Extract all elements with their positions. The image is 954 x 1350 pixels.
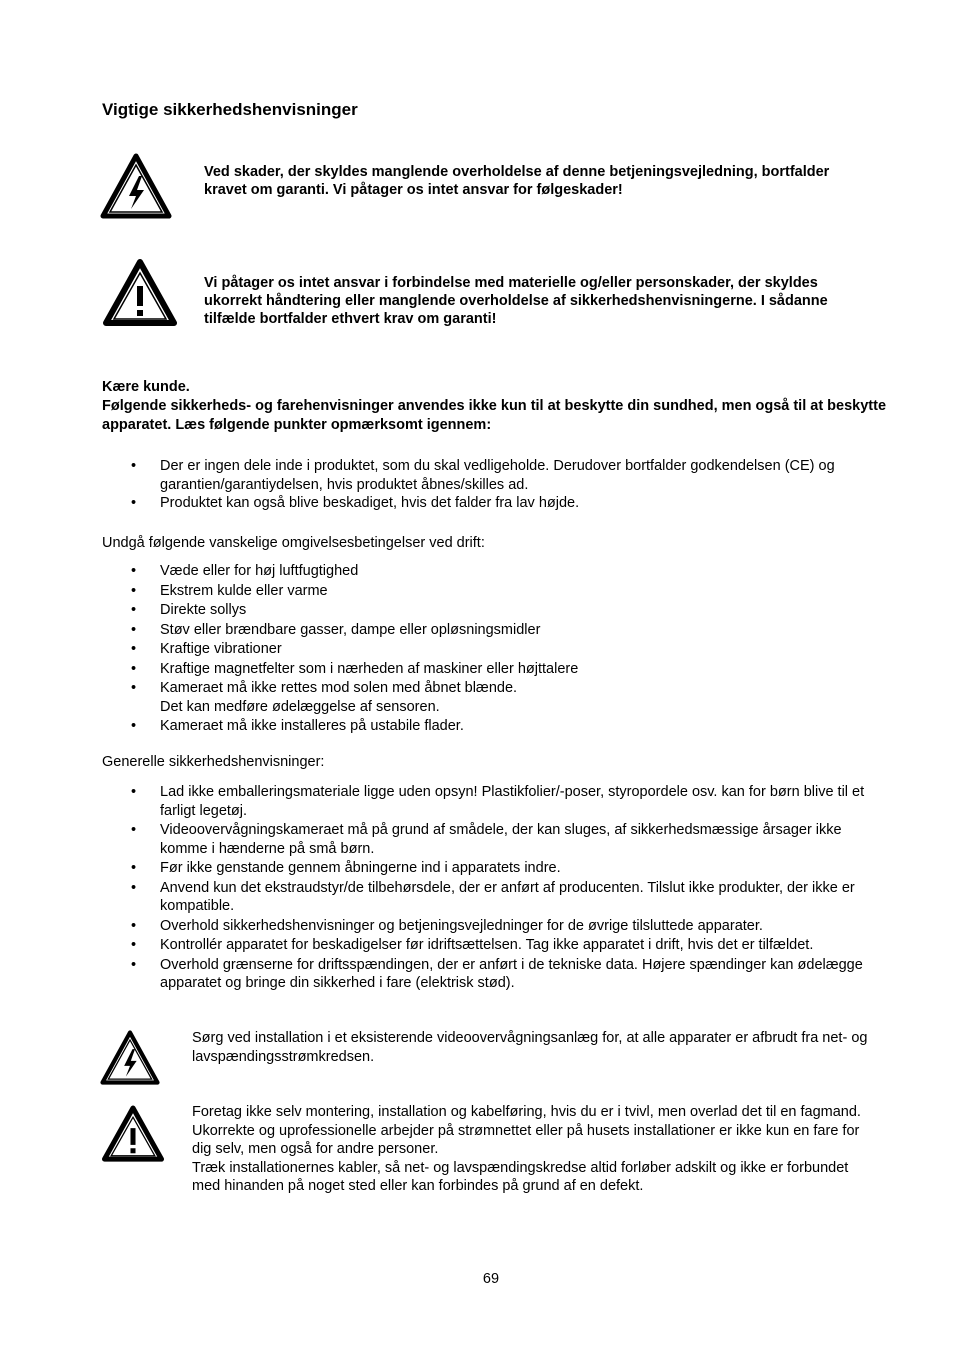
general-warning-icon [103,259,177,327]
list-item: • Direkte sollys [102,601,892,620]
list-item: • Lad ikke emballeringsmateriale ligge uden opsyn! Plastikfolier/-poser, styropordele osv. kan for børn blive til et farligt legetøj. [102,783,892,820]
list-item: • Anvend kun det ekstraudstyr/de tilbehørsdele, der er anført af producenten. Tilslut ikke produkter, der ikke er kompatible. [102,879,892,916]
high-voltage-warning-icon [100,1030,160,1085]
environment-list [102,562,892,736]
list-item: • Videoovervågningskameraet må på grund af smådele, der kan sluges, af sikkerhedsmæssige årsager ikke komme i hænderne på små børn. [102,821,892,858]
list-item: • Kontrollér apparatet for beskadigelser før idriftsættelsen. Tag ikke apparatet i drift, hvis det er tilfældet. [102,936,892,955]
list-item: • Kameraet må ikke installeres på ustabile flader. [102,717,892,736]
list-item: • Der er ingen dele inde i produktet, som du skal vedligeholde. Derudover bortfalder godkendelsen (CE) og garantien/garantiydelsen, hvis produktet åbnes/skilles ad. [102,457,892,494]
note-text-professional: Foretag ikke selv montering, installation og kabelføring, hvis du er i tvivl, men overlad det til en fagmand. Ukorrekte og uprofessionelle arbejder på strømnettet eller på husets installationer er ikke kun en fare for dig selv, men også for andre personer. Træk installationernes kabler, så net- og lavspændingskredse altid forløber adskilt og ikke er forbundet med hinanden på noget sted eller kan forbindes på grund af en defekt. [192,1104,861,1194]
intro-text: Følgende sikkerheds- og farehenvisninger anvendes ikke kun til at beskytte din sundhed, men også til at beskytte apparatet. Læs følgende punkter opmærksomt igennem: [102,398,887,433]
general-title: Generelle sikkerhedshenvisninger: [102,754,325,770]
warning-text-liability: Vi påtager os intet ansvar i forbindelse med materielle og/eller personskader, der skyldes ukorrekt håndtering eller manglende overholdelse af sikkerhedshenvisningerne. I sådanne tilfælde bortfalder ethvert krav om garanti! [204,275,828,327]
list-item: • Før ikke genstande gennem åbningerne ind i apparatets indre. [102,859,892,878]
list-item: • Kraftige vibrationer [102,640,892,659]
greeting: Kære kunde. [102,379,190,395]
page-number: 69 [482,1271,500,1287]
list-item: • Produktet kan også blive beskadiget, hvis det falder fra lav højde. [102,494,892,513]
list-item: • Støv eller brændbare gasser, dampe eller opløsningsmidler [102,621,892,640]
warning-text-guarantee: Ved skader, der skyldes manglende overholdelse af denne betjeningsvejledning, bortfalder kravet om garanti. Vi påtager os intet ansvar for følgeskader! [204,164,830,198]
list-item: • Overhold sikkerhedshenvisninger og betjeningsvejledninger for de øvrige tilsluttede apparater. [102,917,892,936]
page-heading: Vigtige sikkerhedshenvisninger [102,100,358,119]
list-item: • Kraftige magnetfelter som i nærheden af maskiner eller højttalere [102,660,892,679]
general-safety-list [102,783,892,993]
environment-title: Undgå følgende vanskelige omgivelsesbetingelser ved drift: [102,535,485,551]
list-item: • Væde eller for høj luftfugtighed [102,562,892,581]
list-item: • Overhold grænserne for driftsspændingen, der er anført i de tekniske data. Højere spændinger kan ødelægge apparatet og bringe din sikkerhed i fare (elektrisk stød). [102,956,892,993]
general-warning-icon [102,1105,164,1163]
high-voltage-warning-icon [100,153,172,219]
list-item: • Kameraet må ikke rettes mod solen med åbnet blænde. Det kan medføre ødelæggelse af sensoren. [102,679,892,716]
product-notes-list [102,457,892,513]
list-item: • Ekstrem kulde eller varme [102,582,892,601]
note-text-installation: Sørg ved installation i et eksisterende videoovervågningsanlæg for, at alle apparater er afbrudt fra net- og lavspændingsstrømkredsen. [192,1030,868,1065]
